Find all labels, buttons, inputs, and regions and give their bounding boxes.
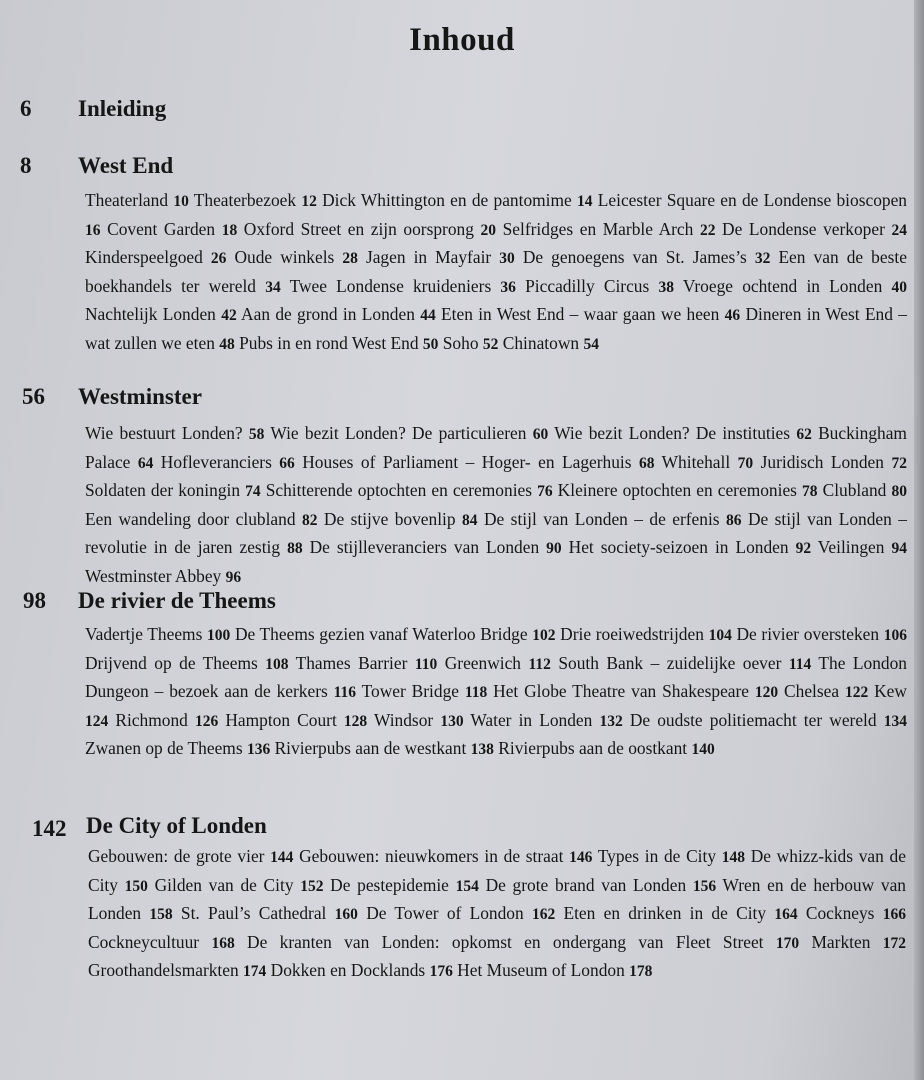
entry-title: De stijl van Londen – de erfenis (483, 508, 720, 529)
entry-title: Cockneys (805, 903, 875, 923)
entry-title: Aan de grond in Londen (241, 304, 415, 324)
section-title: De rivier de Theems (78, 588, 276, 613)
entry-title: Rivierpubs aan de westkant (274, 738, 467, 758)
entry-title: Chinatown (502, 332, 580, 353)
entry-title: Soldaten der koningin (85, 480, 241, 500)
entry-page-number: 118 (464, 684, 488, 701)
entry-title: Nachtelijk Londen (85, 304, 216, 324)
entry-page-number: 42 (221, 307, 237, 324)
entry-title: Theaterland (85, 190, 169, 210)
entry-page-number: 50 (422, 335, 439, 353)
entry-title: South Bank – zuidelijke oever (558, 652, 782, 673)
entry-page-number: 94 (891, 540, 907, 557)
entry-title: Wie bezit Londen? De instituties (554, 423, 791, 443)
entry-title: Juridisch Londen (760, 451, 884, 472)
entry-title: Richmond (115, 709, 188, 730)
entry-page-number: 150 (124, 877, 148, 895)
entry-page-number: 32 (754, 250, 771, 267)
entry-page-number: 72 (891, 454, 907, 472)
entry-page-number: 154 (455, 877, 479, 895)
section-entries (85, 187, 907, 358)
entry-title: Clubland (822, 480, 887, 500)
entry-page-number: 62 (796, 426, 812, 443)
entry-title: Houses of Parliament – Hoger- en Lagerhuis (302, 451, 632, 472)
entry-page-number: 24 (891, 221, 907, 239)
entry-page-number: 66 (279, 454, 295, 472)
entry-title: Vroege ochtend in Londen (682, 275, 883, 296)
entry-title: Eten en drinken in de City (563, 903, 767, 923)
entry-page-number: 160 (334, 906, 358, 923)
entry-page-number: 14 (577, 193, 593, 210)
entry-title: Cockneycultuur (88, 931, 200, 952)
entry-title: De stijl van Londen – revolutie in de jaren zestig (85, 508, 907, 557)
entry-title: Soho (442, 332, 479, 353)
entry-title: Wren en de herbouw van Londen (88, 874, 906, 923)
entry-title: Rivierpubs aan de oostkant (498, 738, 688, 758)
entry-page-number: 172 (882, 934, 906, 952)
entry-title: Chelsea (784, 681, 840, 701)
entry-title: Gebouwen: nieuwkomers in de straat (299, 846, 564, 866)
entry-title: Westminster Abbey (85, 565, 222, 586)
entry-page-number: 128 (343, 712, 368, 730)
entry-page-number: 58 (248, 426, 265, 443)
entry-title: Een van de beste boekhandels ter wereld (85, 247, 907, 296)
entry-title: Eten in West End – waar gaan we heen (441, 304, 720, 324)
entry-title: Gebouwen: de grote vier (88, 846, 265, 866)
entry-page-number: 36 (500, 278, 516, 296)
section-title: Inleiding (78, 96, 167, 121)
entry-title: Buckingham Palace (85, 423, 907, 472)
entry-page-number: 82 (301, 511, 318, 529)
entry-page-number: 122 (844, 684, 869, 701)
entry-title: De Londense verkoper (722, 218, 885, 239)
entry-page-number: 38 (658, 278, 674, 296)
entry-page-number: 70 (737, 454, 754, 472)
entry-title: Dick Whittington en de pantomime (322, 190, 572, 210)
entry-title: Het Globe Theatre van Shakespeare (493, 681, 750, 701)
entry-title: Leicester Square en de Londense bioscopen (597, 190, 908, 210)
entry-title: Kinderspeelgoed (85, 247, 203, 267)
entry-title: Zwanen op de Theems (85, 738, 243, 758)
section-page-number: 8 (20, 153, 32, 178)
entry-page-number: 20 (480, 221, 497, 239)
entry-page-number: 26 (210, 250, 227, 267)
entry-title: Wie bestuurt Londen? (85, 423, 243, 443)
entry-page-number: 86 (726, 511, 742, 529)
entry-title: Covent Garden (107, 218, 216, 239)
entry-page-number: 102 (532, 627, 556, 644)
entry-title: Selfridges en Marble Arch (502, 218, 694, 239)
entry-page-number: 134 (883, 712, 907, 730)
entry-title: Schitterende optochten en ceremonies (265, 480, 533, 500)
entry-page-number: 18 (221, 221, 238, 239)
entry-title: Dokken en Docklands (270, 960, 426, 980)
entry-page-number: 60 (532, 426, 549, 443)
entry-page-number: 144 (270, 849, 294, 866)
entry-title: Gilden van de City (154, 874, 294, 895)
entry-page-number: 34 (265, 278, 281, 296)
entry-title: Tower Bridge (361, 681, 459, 701)
entry-title: Thames Barrier (295, 652, 408, 673)
entry-page-number: 130 (440, 712, 464, 730)
entry-title: Het society-seizoen in Londen (568, 537, 789, 557)
entry-title: Kew (874, 681, 907, 701)
entry-page-number: 54 (583, 335, 599, 353)
entry-title: Groothandelsmarkten (88, 960, 239, 980)
entry-page-number: 88 (287, 540, 303, 557)
entry-title: Vadertje Theems (85, 624, 203, 644)
entry-page-number: 112 (528, 655, 551, 673)
entry-title: De rivier oversteken (736, 624, 880, 644)
entry-page-number: 168 (211, 934, 235, 952)
entry-page-number: 80 (891, 483, 907, 500)
entry-title: Wie bezit Londen? De particulieren (270, 423, 527, 443)
entry-page-number: 152 (300, 877, 324, 895)
entry-title: Twee Londense kruideniers (289, 275, 492, 296)
entry-page-number: 90 (546, 540, 562, 557)
entry-page-number: 132 (599, 712, 623, 730)
entry-page-number: 46 (724, 307, 741, 324)
entry-title: Drie roeiwedstrijden (560, 624, 704, 644)
entry-page-number: 76 (537, 483, 553, 500)
section-title: Westminster (78, 384, 202, 409)
entry-title: Greenwich (444, 652, 522, 673)
entry-page-number: 106 (883, 627, 908, 644)
entry-page-number: 108 (265, 655, 289, 673)
entry-page-number: 166 (882, 906, 906, 923)
entry-title: De whizz-kids van de City (88, 846, 906, 895)
page-title: Inhoud (409, 22, 515, 58)
entry-page-number: 120 (754, 684, 779, 701)
entry-page-number: 156 (692, 877, 717, 895)
entry-page-number: 22 (699, 221, 716, 239)
entry-title: Een wandeling door clubland (85, 508, 296, 529)
entry-page-number: 48 (219, 335, 235, 353)
entry-page-number: 124 (85, 712, 109, 730)
entry-title: De genoegens van St. James’s (522, 247, 747, 267)
section-title: De City of Londen (86, 813, 267, 838)
entry-title: Theaterbezoek (193, 190, 297, 210)
entry-title: Veilingen (817, 537, 885, 557)
entry-title: Drijvend op de Theems (85, 652, 258, 673)
entry-title: De stijlleveranciers van Londen (309, 537, 540, 557)
entry-page-number: 12 (301, 193, 317, 210)
entry-page-number: 52 (482, 335, 499, 353)
entry-page-number: 92 (795, 540, 812, 557)
entry-title: Hofleveranciers (160, 451, 272, 472)
entry-page-number: 68 (638, 454, 655, 472)
entry-page-number: 96 (225, 568, 242, 586)
entry-title: Jagen in Mayfair (365, 247, 492, 267)
entry-title: St. Paul’s Cathedral (180, 903, 327, 923)
entry-page-number: 114 (788, 655, 812, 673)
entry-title: Hampton Court (225, 709, 337, 730)
entry-title: Oxford Street en zijn oorsprong (243, 218, 474, 239)
entry-title: Piccadilly Circus (525, 275, 650, 296)
entry-title: Oude winkels (234, 247, 335, 267)
section-page-number: 142 (32, 816, 67, 841)
entry-page-number: 140 (691, 741, 715, 758)
entry-page-number: 178 (629, 963, 653, 980)
entry-page-number: 146 (569, 849, 593, 866)
entry-title: De oudste politiemacht ter wereld (629, 709, 877, 730)
entry-title: Dineren in West End – wat zullen we eten (85, 304, 907, 353)
entry-page-number: 136 (246, 741, 271, 758)
entry-page-number: 116 (333, 684, 357, 701)
entry-page-number: 110 (414, 655, 438, 673)
page-edge (914, 0, 924, 1080)
entry-page-number: 84 (462, 511, 478, 529)
entry-title: The London Dungeon – bezoek aan de kerkers (85, 652, 908, 701)
entry-page-number: 176 (429, 963, 453, 980)
section-entries (88, 843, 906, 986)
section-page-number: 56 (22, 384, 45, 409)
entry-page-number: 170 (775, 934, 800, 952)
entry-page-number: 10 (173, 193, 189, 210)
entry-page-number: 126 (194, 712, 219, 730)
entry-page-number: 138 (470, 741, 494, 758)
section-page-number: 6 (20, 96, 32, 121)
entry-page-number: 40 (891, 278, 907, 296)
section-entries (85, 621, 907, 764)
entry-page-number: 64 (137, 454, 154, 472)
entry-title: De kranten van Londen: opkomst en ondergang van Fleet Street (247, 931, 764, 952)
entry-title: Kleinere optochten en ceremonies (557, 480, 797, 500)
entry-page-number: 28 (342, 250, 358, 267)
section-entries (85, 420, 907, 591)
entry-page-number: 158 (149, 906, 173, 923)
entry-title: Types in de City (597, 846, 717, 866)
entry-title: De pestepidemie (330, 874, 449, 895)
section-title: West End (78, 153, 174, 178)
entry-page-number: 104 (708, 627, 732, 644)
entry-page-number: 100 (207, 627, 231, 644)
entry-title: De grote brand van Londen (485, 874, 687, 895)
entry-page-number: 16 (85, 221, 101, 239)
section-page-number: 98 (23, 588, 46, 613)
entry-page-number: 44 (420, 307, 436, 324)
entry-title: De stijve bovenlip (323, 508, 456, 529)
entry-page-number: 78 (802, 483, 818, 500)
entry-page-number: 162 (531, 906, 556, 923)
entry-page-number: 74 (245, 483, 261, 500)
entry-page-number: 148 (721, 849, 745, 866)
entry-title: Het Museum of London (457, 960, 625, 980)
entry-title: Whitehall (661, 451, 731, 472)
entry-title: Markten (811, 931, 871, 952)
entry-title: Windsor (373, 709, 434, 730)
entry-title: De Theems gezien vanaf Waterloo Bridge (234, 624, 528, 644)
entry-title: Pubs in en rond West End (239, 332, 419, 353)
entry-page-number: 164 (774, 906, 798, 923)
entry-page-number: 30 (499, 250, 515, 267)
entry-page-number: 174 (243, 963, 267, 980)
entry-title: De Tower of London (366, 903, 524, 923)
entry-title: Water in Londen (470, 709, 593, 730)
